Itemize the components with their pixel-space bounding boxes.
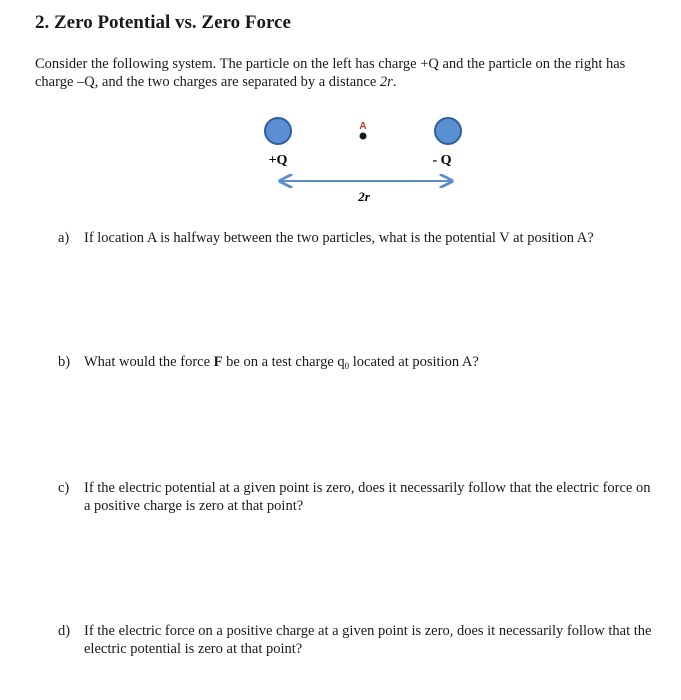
question-b-subscript: 0 <box>344 361 350 371</box>
question-b-text-suffix: located at position A? <box>349 354 479 370</box>
intro-distance-variable: 2r <box>379 74 393 90</box>
question-b-text-mid: be on a test charge q <box>222 354 345 370</box>
negative-charge-label: - Q <box>432 153 452 168</box>
question-b-letter: b) <box>58 354 71 370</box>
question-b-text <box>84 353 658 375</box>
point-a-marker <box>360 133 367 140</box>
question-a-text: If location A is halfway between the two particles, what is the potential V at position A? <box>84 230 594 246</box>
page-title: 2. Zero Potential vs. Zero Force <box>35 12 291 33</box>
question-d-text: If the electric force on a positive charge at a given point is zero, does it necessarily follow that the electric potential is zero at that point? <box>84 623 652 657</box>
question-d-letter: d) <box>58 623 71 639</box>
intro-paragraph <box>35 55 650 91</box>
question-b <box>58 353 658 375</box>
charge-diagram <box>0 110 681 210</box>
question-a <box>58 229 658 247</box>
intro-line-1: Consider the following system. The particle on the left has charge +Q and the particle on the right <box>35 56 603 72</box>
question-c-text: If the electric potential at a given point is zero, does it necessarily follow that the electric force on a positive charge is zero at that point? <box>84 480 651 514</box>
distance-label: 2r <box>358 189 370 204</box>
question-d <box>58 622 658 658</box>
positive-charge-particle <box>265 118 291 144</box>
question-b-force-symbol: F <box>213 354 223 370</box>
positive-charge-label: +Q <box>268 153 288 168</box>
intro-line-2-suffix: . <box>392 74 397 90</box>
question-c-letter: c) <box>58 480 70 496</box>
question-b-text-prefix: What would the force <box>84 354 214 370</box>
point-a-label: A <box>359 121 367 132</box>
negative-charge-particle <box>435 118 461 144</box>
question-c <box>58 479 658 515</box>
intro-line-2-prefix: has charge –Q, and the two charges are separated by a distance <box>35 56 626 90</box>
question-a-letter: a) <box>58 230 70 246</box>
